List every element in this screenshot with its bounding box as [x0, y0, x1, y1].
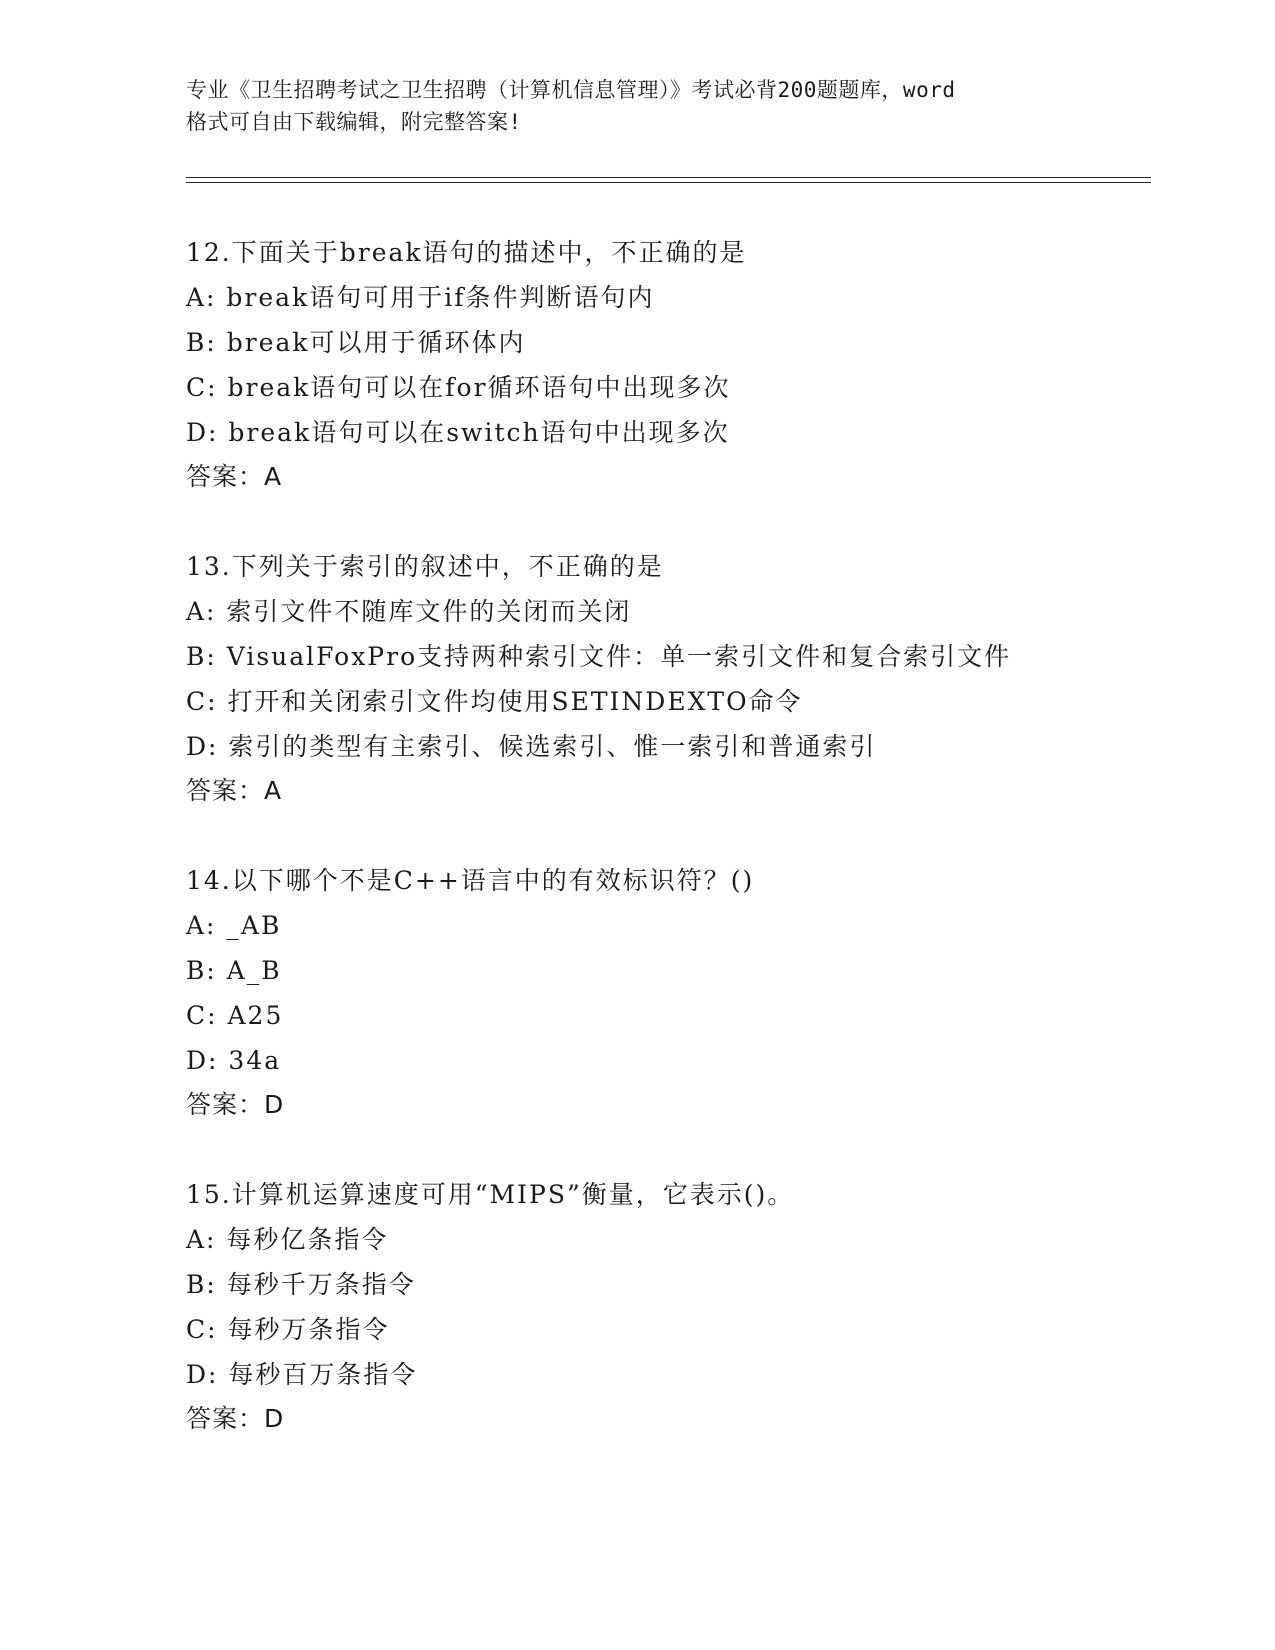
- question-12: [186, 230, 1151, 499]
- option-d: D: 每秒百万条指令: [186, 1360, 418, 1389]
- option-b: B: break可以用于循环体内: [186, 328, 526, 357]
- option-c: C: 每秒万条指令: [186, 1315, 390, 1344]
- header-line-2: 格式可自由下载编辑，附完整答案!: [186, 110, 522, 134]
- header-divider-top: [186, 177, 1151, 178]
- option-c: C: A25: [186, 1001, 284, 1030]
- answer-line: 答案：D: [186, 1090, 285, 1119]
- answer-line: 答案：D: [186, 1404, 285, 1433]
- answer-line: 答案：A: [186, 462, 283, 491]
- option-d: D: 索引的类型有主索引、候选索引、惟一索引和普通索引: [186, 732, 877, 761]
- question-list: [186, 230, 1151, 1486]
- option-a: A: break语句可用于if条件判断语句内: [186, 283, 655, 312]
- header-line-1: 专业《卫生招聘考试之卫生招聘（计算机信息管理）》考试必背200题题库，word: [186, 78, 956, 102]
- question-13: [186, 544, 1151, 813]
- question-stem: 15.计算机运算速度可用“MIPS”衡量，它表示()。: [186, 1180, 795, 1209]
- question-stem: 14.以下哪个不是C++语言中的有效标识符？(): [186, 866, 755, 895]
- header-divider-bottom: [186, 182, 1151, 183]
- document-header: [186, 74, 1086, 138]
- option-c: C: 打开和关闭索引文件均使用SETINDEXTO命令: [186, 687, 803, 716]
- option-c: C: break语句可以在for循环语句中出现多次: [186, 373, 731, 402]
- question-stem: 13.下列关于索引的叙述中，不正确的是: [186, 552, 664, 581]
- option-a: A: 索引文件不随库文件的关闭而关闭: [186, 597, 632, 626]
- question-14: [186, 858, 1151, 1127]
- option-d: D: break语句可以在switch语句中出现多次: [186, 418, 730, 447]
- option-d: D: 34a: [186, 1046, 282, 1075]
- option-b: B: VisualFoxPro支持两种索引文件：单一索引文件和复合索引文件: [186, 642, 1012, 671]
- question-15: [186, 1172, 1151, 1441]
- option-a: A: _AB: [186, 911, 282, 940]
- option-b: B: 每秒千万条指令: [186, 1270, 416, 1299]
- question-stem: 12.下面关于break语句的描述中，不正确的是: [186, 238, 747, 267]
- option-b: B: A_B: [186, 956, 282, 985]
- answer-line: 答案：A: [186, 776, 283, 805]
- option-a: A: 每秒亿条指令: [186, 1225, 389, 1254]
